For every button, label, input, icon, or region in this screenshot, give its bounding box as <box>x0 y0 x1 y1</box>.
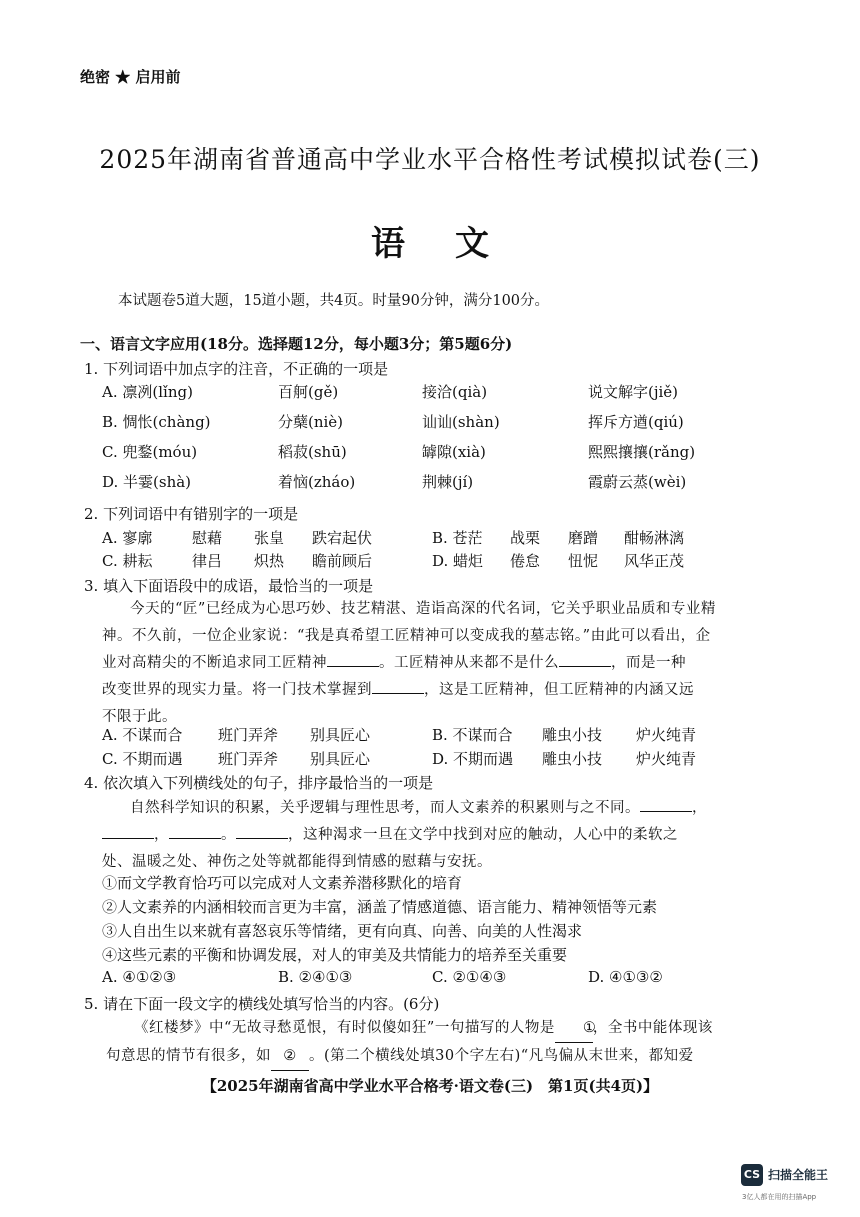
q1-a-3: 接洽(qià) <box>422 383 488 401</box>
q3-options-ab <box>102 724 742 748</box>
q4-option-d: D. ④①③② <box>588 968 663 986</box>
q3-line-1: 今天的“匠”已经成为心思巧妙、技艺精湛、造诣高深的代名词，它关乎职业品质和专业精 <box>130 601 716 617</box>
q1-row-b <box>102 411 742 435</box>
q3-passage <box>102 596 722 731</box>
q1-b-3: 讪讪(shàn) <box>422 413 500 431</box>
q2-a-4: 跌宕起伏 <box>312 529 373 547</box>
q3-a-1: A. 不谋而合 <box>102 726 183 744</box>
q1-d-4: 霞蔚云蒸(wèi) <box>588 473 687 491</box>
q2-b-2: 战栗 <box>510 529 541 547</box>
q5-line-2: 句意思的情节有很多，如 ② 。(第二个横线处填30个字左右)“凡鸟偏从末世来，都知爱 <box>106 1043 722 1071</box>
q1-row-a <box>102 381 742 405</box>
question-2-stem: 2. 下列词语中有错别字的一项是 <box>84 505 299 523</box>
q5-line-1: 《红楼梦》中“无故寻愁觅恨，有时似傻如狂”一句描写的人物是 ①，全书中能体现该 <box>106 1015 722 1043</box>
q1-b-4: 挥斥方遒(qiú) <box>588 413 684 431</box>
confidential-label: 绝密 ★ 启用前 <box>80 68 181 86</box>
subject-title: 语文 <box>371 224 539 264</box>
question-1-stem: 1. 下列词语中加点字的注音，不正确的一项是 <box>84 360 389 378</box>
q3-d-2: 雕虫小技 <box>542 750 603 768</box>
q1-c-1: C. 兜鍪(móu) <box>102 443 198 461</box>
page-footer: 【2025年湖南省高中学业水平合格考·语文卷(三) 第1页(共4页)】 <box>201 1077 659 1095</box>
q3-c-3: 别具匠心 <box>310 750 371 768</box>
q2-b-4: 酣畅淋漓 <box>624 529 685 547</box>
blank <box>102 824 154 839</box>
q2-b-3: 磨蹭 <box>568 529 599 547</box>
question-5-stem: 5. 请在下面一段文字的横线处填写恰当的内容。(6分) <box>84 995 440 1013</box>
q1-a-2: 百舸(gě) <box>278 383 339 401</box>
blank-1: ① <box>555 1015 593 1043</box>
q1-a-4: 说文解字(jiě) <box>588 383 679 401</box>
blank <box>559 652 611 667</box>
blank <box>372 679 424 694</box>
q2-c-1: C. 耕耘 <box>102 552 153 570</box>
q1-b-2: 分蘖(niè) <box>278 413 344 431</box>
question-4-stem: 4. 依次填入下列横线处的句子，排序最恰当的一项是 <box>84 774 434 792</box>
camscanner-tagline: 3亿人都在用的扫描App <box>742 1193 817 1201</box>
q1-c-4: 熙熙攘攘(rǎng) <box>588 443 696 461</box>
q3-c-1: C. 不期而遇 <box>102 750 183 768</box>
q4-passage <box>102 795 722 876</box>
q1-row-d <box>102 471 742 495</box>
q4-item-4: ④这些元素的平衡和协调发展，对人的审美及共情能力的培养至关重要 <box>102 946 568 964</box>
q3-b-2: 雕虫小技 <box>542 726 603 744</box>
blank <box>640 797 692 812</box>
blank <box>327 652 379 667</box>
q3-d-3: 炉火纯青 <box>636 750 697 768</box>
q4-item-2: ②人文素养的内涵相较而言更为丰富，涵盖了情感道德、语言能力、精神领悟等元素 <box>102 898 658 916</box>
q2-c-2: 律吕 <box>192 552 223 570</box>
blank-2: ② <box>271 1043 309 1071</box>
q4-line-1: 自然科学知识的积累，关乎逻辑与理性思考，而人文素养的积累则与之不同。 ， <box>102 795 722 822</box>
q4-item-3: ③人自出生以来就有喜怒哀乐等情绪，更有向真、向善、向美的人性渴求 <box>102 922 583 940</box>
q1-a-1: A. 凛冽(lǐng) <box>102 383 193 401</box>
q2-c-3: 炽热 <box>254 552 285 570</box>
q1-b-1: B. 惆怅(chàng) <box>102 413 211 431</box>
q2-c-4: 瞻前顾后 <box>312 552 373 570</box>
q3-a-2: 班门弄斧 <box>218 726 279 744</box>
q1-row-c <box>102 441 742 465</box>
q2-a-3: 张皇 <box>254 529 285 547</box>
q2-a-2: 慰藉 <box>192 529 223 547</box>
q3-b-3: 炉火纯青 <box>636 726 697 744</box>
q3-line-3: 业对高精尖的不断追求同工匠精神 。工匠精神从来都不是什么 ，而是一种 <box>102 650 722 677</box>
q5-passage <box>106 1015 722 1071</box>
q3-line-5: 不限于此。 <box>102 709 177 725</box>
q2-d-1: D. 蜡炬 <box>432 552 484 570</box>
q4-line-3: 处、温暖之处、神伤之处等就都能得到情感的慰藉与安抚。 <box>102 854 492 870</box>
q3-line-2: 神。不久前，一位企业家说：“我是真希望工匠精神可以变成我的墓志铭。”由此可以看出，企 <box>102 628 711 644</box>
camscanner-name: 扫描全能王 <box>768 1168 829 1182</box>
q1-c-3: 罅隙(xià) <box>422 443 486 461</box>
q2-a-1: A. 寥廓 <box>102 529 153 547</box>
q2-b-1: B. 苍茫 <box>432 529 483 547</box>
q1-c-2: 稻菽(shū) <box>278 443 347 461</box>
q4-option-a: A. ④①②③ <box>102 968 177 986</box>
q2-d-2: 倦怠 <box>510 552 541 570</box>
q4-option-b: B. ②④①③ <box>278 968 353 986</box>
q4-option-c: C. ②①④③ <box>432 968 507 986</box>
q2-d-4: 风华正茂 <box>624 552 685 570</box>
q3-b-1: B. 不谋而合 <box>432 726 513 744</box>
q2-d-3: 忸怩 <box>568 552 599 570</box>
q3-a-3: 别具匠心 <box>310 726 371 744</box>
q1-d-2: 着恼(zháo) <box>278 473 356 491</box>
exam-intro: 本试题卷5道大题，15道小题，共4页。时量90分钟，满分100分。 <box>118 293 550 309</box>
q2-row-ab <box>102 527 742 551</box>
camscanner-logo-icon: CS <box>741 1164 763 1186</box>
q4-line-2: ， 。 ，这种渴求一旦在文学中找到对应的触动，人心中的柔软之 <box>102 822 722 849</box>
q4-item-1: ①而文学教育恰巧可以完成对人文素养潜移默化的培育 <box>102 874 463 892</box>
q1-d-1: D. 半霎(shà) <box>102 473 192 491</box>
q2-row-cd <box>102 550 742 574</box>
blank <box>236 824 288 839</box>
q4-options <box>102 968 742 992</box>
question-3-stem: 3. 填入下面语段中的成语，最恰当的一项是 <box>84 577 374 595</box>
q1-d-3: 荆棘(jí) <box>422 473 474 491</box>
exam-title: 2025年湖南省普通高中学业水平合格性考试模拟试卷(三) <box>99 145 761 174</box>
q3-c-2: 班门弄斧 <box>218 750 279 768</box>
blank <box>169 824 221 839</box>
q3-line-4: 改变世界的现实力量。将一门技术掌握到 ，这是工匠精神，但工匠精神的内涵又远 <box>102 677 722 704</box>
q3-options-cd <box>102 748 742 772</box>
q3-d-1: D. 不期而遇 <box>432 750 514 768</box>
section-heading: 一、语言文字应用(18分。选择题12分，每小题3分；第5题6分) <box>80 335 513 353</box>
